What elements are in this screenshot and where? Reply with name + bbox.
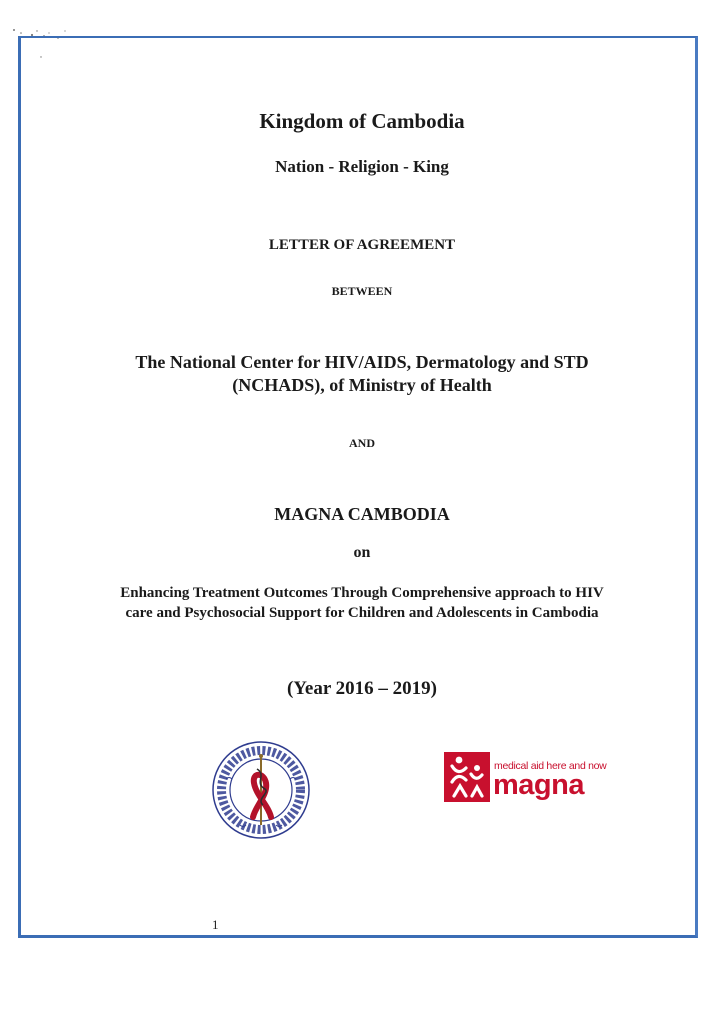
- on-label: on: [353, 544, 371, 561]
- agreement-period: (Year 2016 – 2019): [286, 678, 438, 699]
- and-label: AND: [349, 436, 375, 450]
- subject-line-2: care and Psychosocial Support for Children and Adolescents in Cambodia: [125, 605, 599, 621]
- country-heading: Kingdom of Cambodia: [259, 109, 465, 133]
- magna-logo-icon: [444, 752, 607, 804]
- magna-figures-icon: [444, 752, 490, 802]
- magna-wordmark: magna: [493, 769, 584, 801]
- magna-tagline: medical aid here and now: [494, 760, 607, 772]
- second-party-name: MAGNA CAMBODIA: [274, 504, 450, 524]
- nchads-seal-icon: [210, 739, 312, 841]
- between-label: BETWEEN: [331, 284, 393, 298]
- first-party-line-1: The National Center for HIV/AIDS, Dermatology and STD: [135, 352, 589, 372]
- first-party-name: [0, 351, 724, 397]
- agreement-subject: [0, 583, 724, 623]
- first-party-line-2: (NCHADS), of Ministry of Health: [232, 375, 492, 395]
- subject-line-1: Enhancing Treatment Outcomes Through Comprehensive approach to HIV: [120, 585, 604, 601]
- page-number: 1: [212, 917, 219, 932]
- document-type-title: LETTER OF AGREEMENT: [268, 237, 456, 253]
- national-motto: Nation - Religion - King: [275, 157, 449, 176]
